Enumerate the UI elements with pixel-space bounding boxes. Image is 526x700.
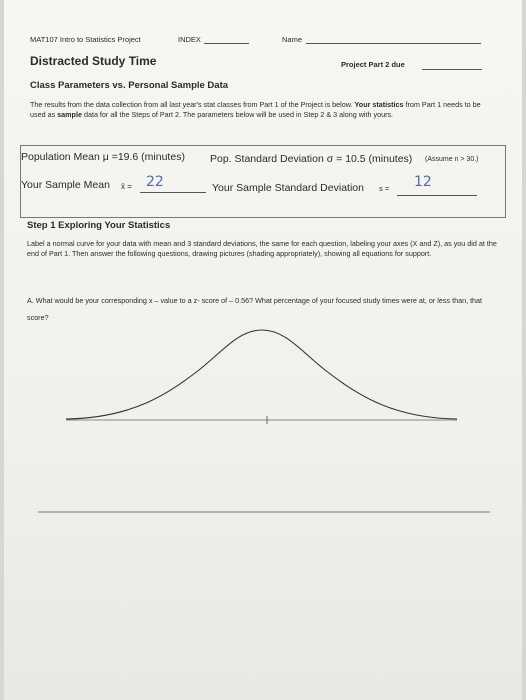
worksheet-page xyxy=(4,0,522,700)
intro-bold-1: Your statistics xyxy=(354,100,404,109)
due-blank xyxy=(422,60,482,70)
population-sd: Pop. Standard Deviation σ = 10.5 (minutes) xyxy=(210,153,413,165)
intro-text-3: data for all the Steps of Part 2. The parameters below will be used in Step 2 & 3 along with yours. xyxy=(81,110,394,119)
sample-sd-value: 12 xyxy=(414,174,432,190)
assume-note: (Assume n > 30.) xyxy=(425,156,479,163)
step1-instructions: Label a normal curve for your data with mean and 3 standard deviations, the same for each question, labeling your axes (X and Z), as you did at the end of Part 1. Then answer the following questions, drawing pictures (shading appropriately), showing all equations for support. xyxy=(27,239,497,258)
s-symbol: s = xyxy=(379,184,390,193)
intro-paragraph xyxy=(30,100,498,120)
name-label: Name xyxy=(282,35,303,44)
sample-sd-blank[interactable] xyxy=(397,181,477,196)
intro-text-2: from Part 1 needs to be used as xyxy=(30,100,481,119)
normal-curve-figure xyxy=(4,318,522,528)
xbar-symbol: x̄ = xyxy=(121,182,132,191)
question-a: A. What would be your corresponding x – value to a z- score of – 0.56? What percentage of your focused study times were at, or less than, that score? xyxy=(27,296,483,322)
index-label: INDEX xyxy=(178,35,201,44)
section-title: Class Parameters vs. Personal Sample Data xyxy=(30,80,229,91)
name-blank xyxy=(306,35,481,44)
page-title: Distracted Study Time xyxy=(30,54,157,68)
course-title: MAT107 Intro to Statistics Project xyxy=(30,35,141,44)
due-label: Project Part 2 due xyxy=(341,60,405,69)
intro-bold-2: sample xyxy=(57,110,82,119)
sample-mean-value: 22 xyxy=(146,174,164,190)
step1-title: Step 1 Exploring Your Statistics xyxy=(27,220,171,231)
sample-sd-label: Your Sample Standard Deviation xyxy=(212,182,364,194)
index-blank xyxy=(204,35,249,44)
sample-mean-label: Your Sample Mean xyxy=(21,179,110,191)
population-mean: Population Mean μ =19.6 (minutes) xyxy=(21,151,185,163)
normal-curve xyxy=(66,330,457,419)
intro-text-1: The results from the data collection from all last year's stat classes from Part 1 of the Project is below. xyxy=(30,100,355,109)
